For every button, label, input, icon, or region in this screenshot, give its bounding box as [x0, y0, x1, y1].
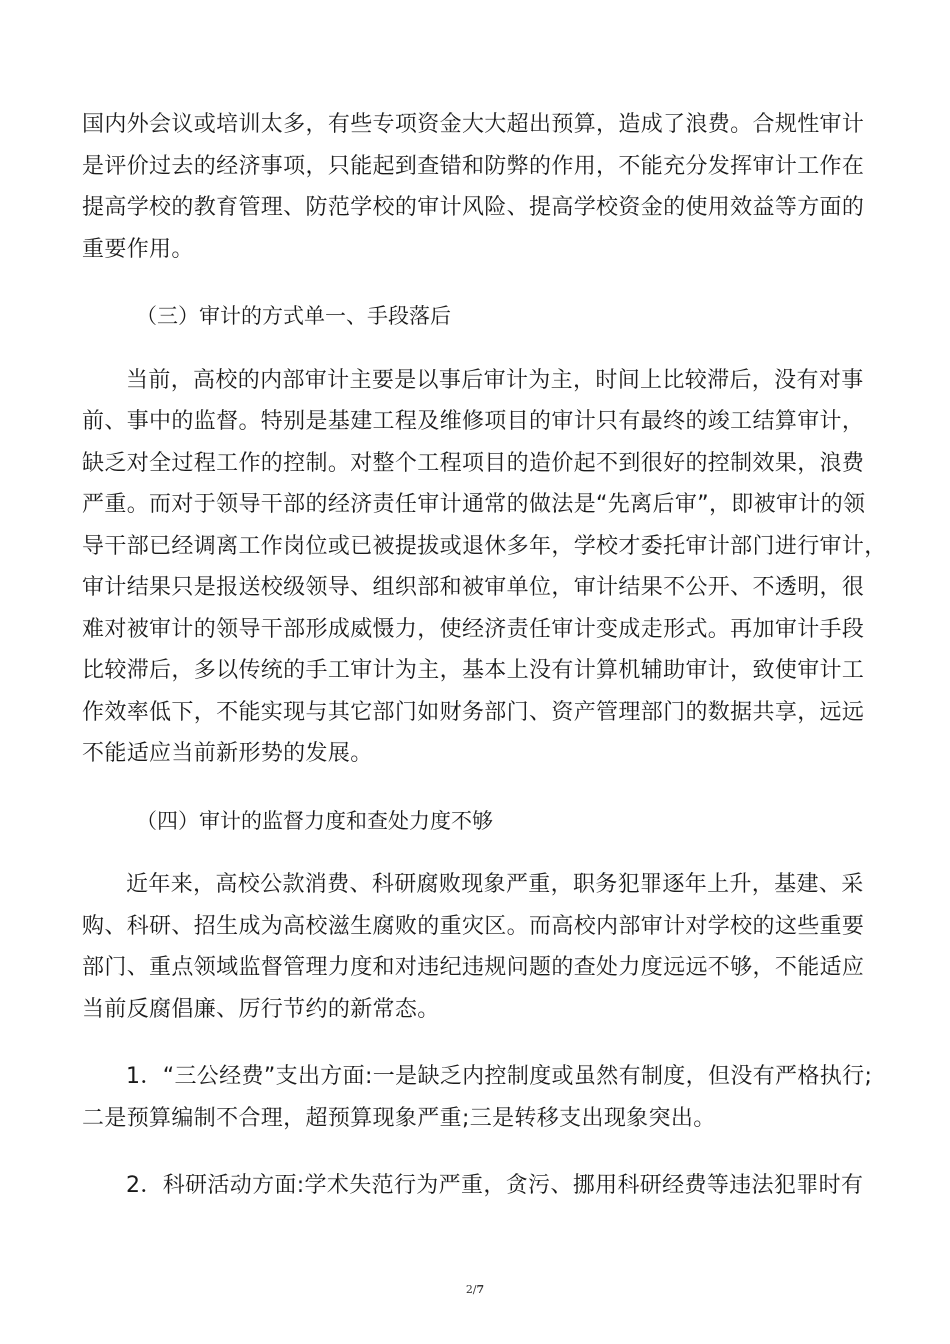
text-line: 二是预算编制不合理，超预算现象严重;三是转移支出现象突出。	[82, 1105, 716, 1131]
text-line: 2．科研活动方面:学术失范行为严重，贪污、挪用科研经费等违法犯罪时有	[126, 1173, 864, 1198]
text-line: 1．“三公经费”支出方面:一是缺乏内控制度或虽然有制度，但没有严格执行;	[126, 1064, 873, 1089]
page-number-current: 2/	[465, 1283, 477, 1296]
page-number	[0, 1283, 950, 1296]
text-line: 导干部已经调离工作岗位或已被提拔或退休多年，学校才委托审计部门进行审计，	[82, 533, 887, 559]
document-body	[82, 104, 887, 1207]
text-line: 当前反腐倡廉、厉行节约的新常态。	[82, 996, 440, 1022]
text-line: 前、事中的监督。特别是基建工程及维修项目的审计只有最终的竣工结算审计，	[82, 409, 865, 434]
text-line: 比较滞后，多以传统的手工审计为主，基本上没有计算机辅助审计，致使审计工	[82, 658, 865, 683]
section-heading-4: （四）审计的监督力度和查处力度不够	[136, 808, 493, 833]
text-line: 部门、重点领域监督管理力度和对违纪违规问题的查处力度远远不够，不能适应	[82, 955, 865, 980]
text-line: 不能适应当前新形势的发展。	[82, 741, 373, 766]
paragraph-5	[82, 1165, 868, 1207]
text-line: 当前，高校的内部审计主要是以事后审计为主，时间上比较滞后，没有对事	[126, 367, 864, 393]
section-heading-3: （三）审计的方式单一、手段落后	[136, 304, 451, 328]
text-line: 审计结果只是报送校级领导、组织部和被审单位，审计结果不公开、不透明，很	[82, 575, 865, 600]
paragraph-2	[82, 360, 887, 775]
text-line: 作效率低下，不能实现与其它部门如财务部门、资产管理部门的数据共享，远远	[82, 699, 865, 725]
text-line: 严重。而对于领导干部的经济责任审计通常的做法是“先离后审”，即被审计的领	[82, 492, 866, 517]
paragraph-4	[82, 1056, 873, 1139]
text-line: 购、科研、招生成为高校滋生腐败的重灾区。而高校内部审计对学校的这些重要	[82, 913, 865, 939]
text-line: 难对被审计的领导干部形成威慑力，使经济责任审计变成走形式。再加审计手段	[82, 616, 865, 642]
page-number-total: 7	[476, 1283, 485, 1296]
paragraph-3	[82, 864, 868, 1030]
text-line: 国内外会议或培训太多，有些专项资金大大超出预算，造成了浪费。合规性审计	[82, 112, 865, 137]
text-line: 近年来，高校公款消费、科研腐败现象严重，职务犯罪逐年上升，基建、采	[126, 872, 864, 897]
text-line: 提高学校的教育管理、防范学校的审计风险、提高学校资金的使用效益等方面的	[82, 195, 865, 220]
text-line: 重要作用。	[82, 236, 194, 262]
text-line: 缺乏对全过程工作的控制。对整个工程项目的造价起不到很好的控制效果，浪费	[82, 450, 865, 476]
text-line: 是评价过去的经济事项，只能起到查错和防弊的作用，不能充分发挥审计工作在	[82, 153, 865, 179]
paragraph-1	[82, 104, 868, 270]
